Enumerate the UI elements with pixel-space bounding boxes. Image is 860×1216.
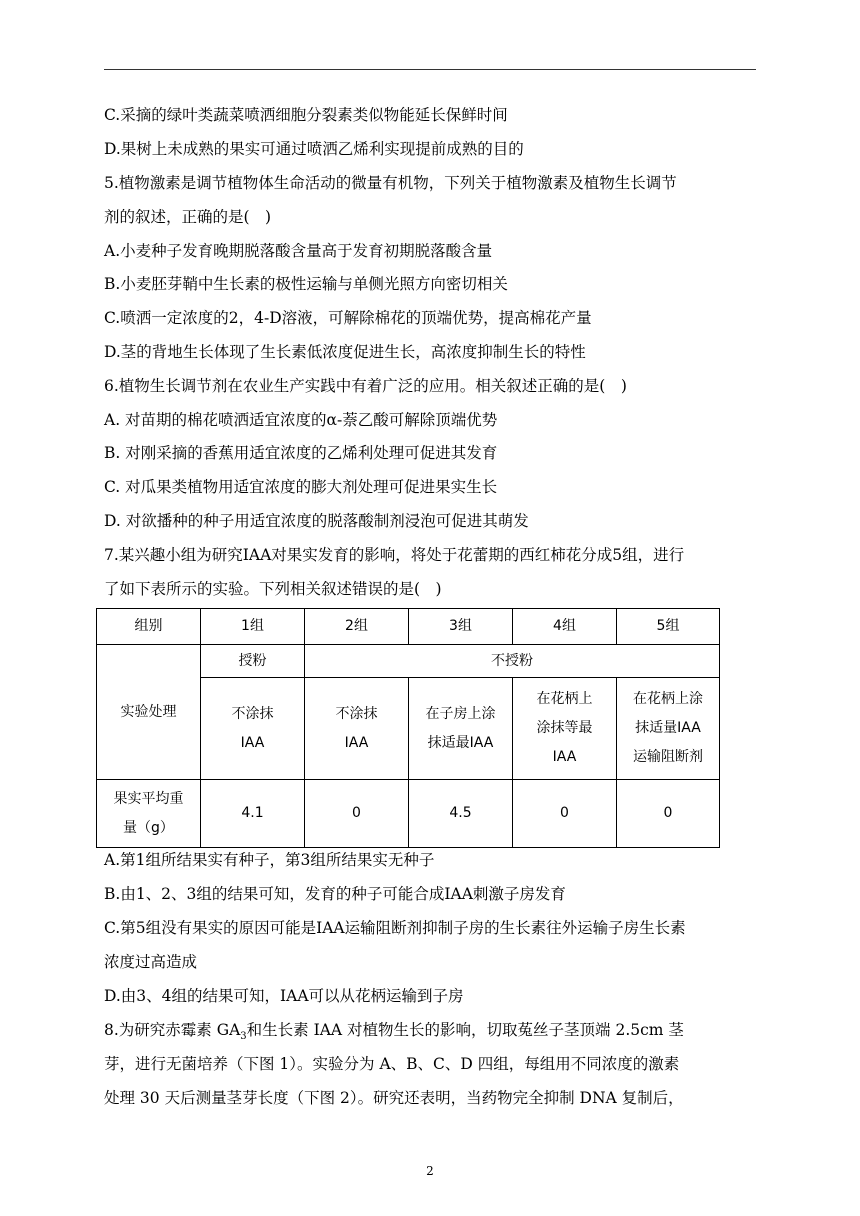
treatment-5-line-2: 抹适量IAA [635, 720, 701, 736]
treatment-cell-4 [513, 678, 617, 780]
weight-cell-1: 4.1 [201, 780, 305, 848]
treatment-cell-5 [617, 678, 720, 780]
weight-cell-2: 0 [305, 780, 409, 848]
treatment-label: 实验处理 [97, 645, 201, 780]
question-8-stem-cont: 芽，进行无菌培养（下图 1）。实验分为 A、B、C、D 四组，每组用不同浓度的激素 [104, 1055, 680, 1073]
question-6-stem: 6.植物生长调节剂在农业生产实践中有着广泛的应用。相关叙述正确的是( ) [104, 377, 627, 395]
option-c-q4: C.采摘的绿叶类蔬菜喷洒细胞分裂素类似物能延长保鲜时间 [104, 106, 508, 124]
option-c-q5: C.喷洒一定浓度的2，4-D溶液，可解除棉花的顶端优势，提高棉花产量 [104, 309, 592, 327]
question-8-stem-cont-2: 处理 30 天后测量茎芽长度（下图 2）。研究还表明，当药物完全抑制 DNA 复制后， [104, 1089, 684, 1107]
table-header-row [97, 609, 720, 645]
weight-label-line-1: 果实平均重 [113, 790, 184, 807]
weight-cell-4: 0 [513, 780, 617, 848]
option-a-q5: A.小麦种子发育晚期脱落酸含量高于发育初期脱落酸含量 [104, 242, 493, 260]
q8-subscript: 3 [240, 1031, 247, 1043]
question-7-stem: 7.某兴趣小组为研究IAA对果实发育的影响，将处于花蕾期的西红柿花分成5组，进行 [104, 546, 685, 564]
q8-suffix: 和生长素 IAA 对植物生长的影响，切取菟丝子茎顶端 2.5cm 茎 [246, 1021, 684, 1039]
header-cell-4: 4组 [513, 609, 617, 645]
treatment-2-line-2: IAA [344, 734, 369, 751]
treatment-2-line-1: 不涂抹 [335, 705, 378, 722]
treatment-4-line-2: 涂抹等最 [536, 720, 593, 736]
option-b-q6: B. 对刚采摘的香蕉用适宜浓度的乙烯利处理可促进其发育 [104, 444, 498, 462]
q8-prefix: 8.为研究赤霉素 GA [104, 1021, 241, 1039]
option-b-q7: B.由1、2、3组的结果可知，发育的种子可能合成IAA刺激子房发育 [104, 885, 566, 903]
weight-label-cell [97, 780, 201, 848]
option-c-q6: C. 对瓜果类植物用适宜浓度的膨大剂处理可促进果实生长 [104, 478, 498, 496]
option-d-q6: D. 对欲播种的种子用适宜浓度的脱落酸制剂浸泡可促进其萌发 [104, 512, 529, 530]
option-a-q7: A.第1组所结果实有种子，第3组所结果实无种子 [104, 851, 435, 869]
treatment-5-line-1: 在花柄上涂 [633, 691, 703, 707]
question-7-stem-cont: 了如下表所示的实验。下列相关叙述错误的是( ) [104, 580, 442, 598]
table-row-pollination [97, 645, 720, 678]
option-b-q5: B.小麦胚芽鞘中生长素的极性运输与单侧光照方向密切相关 [104, 275, 508, 293]
not-pollinated-cell: 不授粉 [305, 645, 720, 678]
treatment-3-line-2: 抹适最IAA [427, 734, 494, 751]
option-c-q7-cont: 浓度过高造成 [104, 953, 198, 971]
option-c-q7: C.第5组没有果实的原因可能是IAA运输阻断剂抑制子房的生长素往外运输子房生长素 [104, 919, 686, 937]
weight-label-line-2: 量（g） [123, 819, 174, 836]
header-cell-3: 3组 [409, 609, 513, 645]
pollinated-cell: 授粉 [201, 645, 305, 678]
treatment-1-line-2: IAA [240, 734, 265, 751]
option-d-q7: D.由3、4组的结果可知，IAA可以从花柄运输到子房 [104, 987, 464, 1005]
question-5-stem: 5.植物激素是调节植物体生命活动的微量有机物，下列关于植物激素及植物生长调节 [104, 174, 677, 192]
header-cell-group: 组别 [97, 609, 201, 645]
header-cell-5: 5组 [617, 609, 720, 645]
question-5-stem-cont: 剂的叙述，正确的是( ) [104, 208, 272, 226]
treatment-4-line-3: IAA [552, 749, 577, 765]
header-rule [104, 69, 756, 70]
page-number: 2 [426, 1164, 434, 1178]
treatment-5-line-3: 运输阻断剂 [633, 749, 703, 765]
option-d-q5: D.茎的背地生长体现了生长素低浓度促进生长，高浓度抑制生长的特性 [104, 343, 586, 361]
table-row-weight [97, 780, 720, 848]
weight-cell-5: 0 [617, 780, 720, 848]
option-d-q4: D.果树上未成熟的果实可通过喷洒乙烯利实现提前成熟的目的 [104, 140, 524, 158]
treatment-cell-1 [201, 678, 305, 780]
treatment-1-line-1: 不涂抹 [231, 705, 274, 722]
experiment-table [96, 608, 720, 848]
option-a-q6: A. 对苗期的棉花喷洒适宜浓度的α-萘乙酸可解除顶端优势 [104, 411, 498, 429]
treatment-4-line-1: 在花柄上 [536, 691, 593, 707]
header-cell-1: 1组 [201, 609, 305, 645]
treatment-3-line-1: 在子房上涂 [425, 705, 496, 722]
header-cell-2: 2组 [305, 609, 409, 645]
weight-cell-3: 4.5 [409, 780, 513, 848]
treatment-cell-3 [409, 678, 513, 780]
question-8-stem [104, 1020, 684, 1047]
treatment-cell-2 [305, 678, 409, 780]
